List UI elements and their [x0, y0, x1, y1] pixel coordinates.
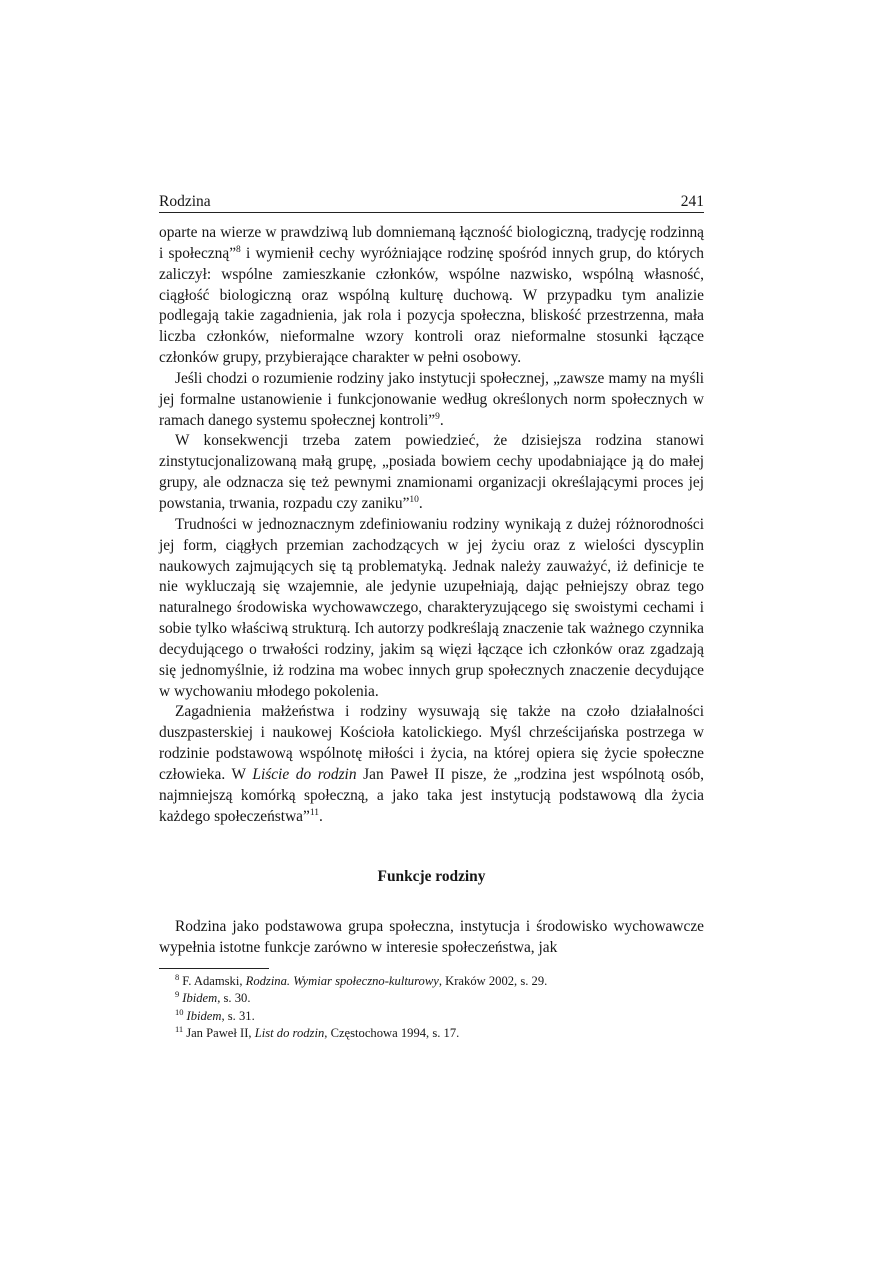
footnote-divider — [159, 968, 269, 969]
text-run: i wymienił cechy wyróżniające rodzinę spośród innych grup, do których zaliczył: wspólne zamieszkanie członków, wspólne nazwisko, wspólną własność, ciągłość biologiczną oraz wspólną kulturę duchową. W przypadku tym analizie podlegają takie zagadnienia, jak rola i pozycja społeczna, bliskość przestrzenna, mała liczba członków, nieformalne wzory kontroli oraz nieformalne stosunki łączące członków grupy, przybierające charakter w pełni osobowy. — [159, 244, 704, 367]
italic-title: Liście do rodzin — [252, 765, 357, 783]
footnote — [175, 1025, 704, 1042]
text-run: Jan Paweł II pisze, że „rodzina jest wspólnotą osób, najmniejszą komórką społeczną, a jako taka jest instytucją podstawową dla życia każdego społeczeństwa” — [159, 765, 704, 825]
footnote-ref: 11 — [309, 807, 319, 818]
footnotes — [159, 973, 704, 1042]
footnote-number: 11 — [175, 1024, 184, 1035]
text-run: . — [319, 807, 323, 825]
text-run: Jeśli chodzi o rozumienie rodziny jako instytucji społecznej, „zawsze mamy na myśli jej formalne ustanowienie i funkcjonowanie według określonych norm społecznych w ramach danego systemu społecznej kontroli” — [159, 369, 704, 429]
text-run: oparte na wierze w prawdziwą lub domniemaną łączność biologiczną, tradycję rodzinną i społeczną” — [159, 224, 704, 262]
footnote-number: 9 — [175, 989, 180, 1000]
footnote-ref: 8 — [236, 244, 241, 255]
paragraph — [159, 515, 704, 703]
text-run: , s. 30. — [217, 991, 251, 1006]
section-heading: Funkcje rodziny — [377, 868, 486, 886]
text-run: W konsekwencji trzeba zatem powiedzieć, że dzisiejsza rodzina stanowi zinstytucjonalizowaną małą grupę, „posiada bowiem cechy upodabniające ją do małej grupy, ale odznacza się też pewnymi znamionami organizacji określającymi proces jej powstania, trwania, rozpadu czy zaniku” — [159, 432, 704, 512]
text-run: Trudności w jednoznacznym zdefiniowaniu rodziny wynikają z dużej różnorodności jej form, ciągłych przemian zachodzących w jej życiu oraz z wielości dyscyplin naukowych zajmujących się tą problematyką. Jednak należy zauważyć, iż definicje te nie wykluczają się wzajemnie, ale jedynie uzupełniają, dając pełniejszy obraz tego naturalnego środowiska wychowawczego, charakteryzującego się swoistymi cechami i sobie tylko właściwą strukturą. Ich autorzy podkreślają znaczenie tak ważnego czynnika decydującego o trwałości rodziny, jakim są więzi łączące ich członków oraz zgadzają się jednomyślnie, iż rodzina ma wobec innych grup społecznych znaczenie decydujące w wychowaniu młodego pokolenia. — [159, 515, 704, 700]
italic-title: Ibidem — [186, 1008, 222, 1023]
text-run: , Kraków 2002, s. 29. — [438, 974, 548, 989]
footnote-ref: 9 — [435, 411, 440, 422]
body-text — [159, 223, 704, 959]
footnote-number: 8 — [175, 972, 180, 983]
text-run: Zagadnienia małżeństwa i rodziny wysuwają się także na czoło działalności duszpasterskiej i naukowej Kościoła katolickiego. Myśl chrześcijańska postrzega w rodzinie podstawową wspólnotę miłości i życia, na której opiera się życie społeczne człowieka. W — [159, 703, 704, 783]
footnote-number: 10 — [175, 1006, 184, 1017]
text-run: , Częstochowa 1994, s. 17. — [324, 1026, 460, 1041]
paragraph — [159, 702, 704, 827]
running-head — [159, 192, 704, 213]
italic-title: Ibidem — [182, 991, 218, 1006]
paragraph — [159, 369, 704, 432]
paragraph — [159, 431, 704, 514]
text-run: F. Adamski, — [182, 974, 246, 989]
page-number: 241 — [680, 193, 704, 210]
footnote — [175, 973, 704, 990]
text-run: , s. 31. — [221, 1008, 255, 1023]
text-run: . — [418, 494, 423, 512]
paragraph: Rodzina jako podstawowa grupa społeczna, instytucja i środowisko wychowawcze wypełnia istotne funkcje zarówno w interesie społeczeństwa, jak — [159, 918, 704, 957]
paragraph — [159, 223, 704, 369]
italic-title: Rodzina. Wymiar społeczno-kulturowy — [245, 974, 439, 989]
footnote — [175, 990, 704, 1007]
text-run: Jan Paweł II, — [186, 1026, 255, 1041]
text-run: . — [439, 411, 444, 429]
footnote-ref: 10 — [409, 494, 419, 505]
running-head-title: Rodzina — [159, 193, 211, 210]
italic-title: List do rodzin — [254, 1026, 325, 1041]
book-page — [159, 192, 704, 1042]
footnote — [175, 1008, 704, 1025]
